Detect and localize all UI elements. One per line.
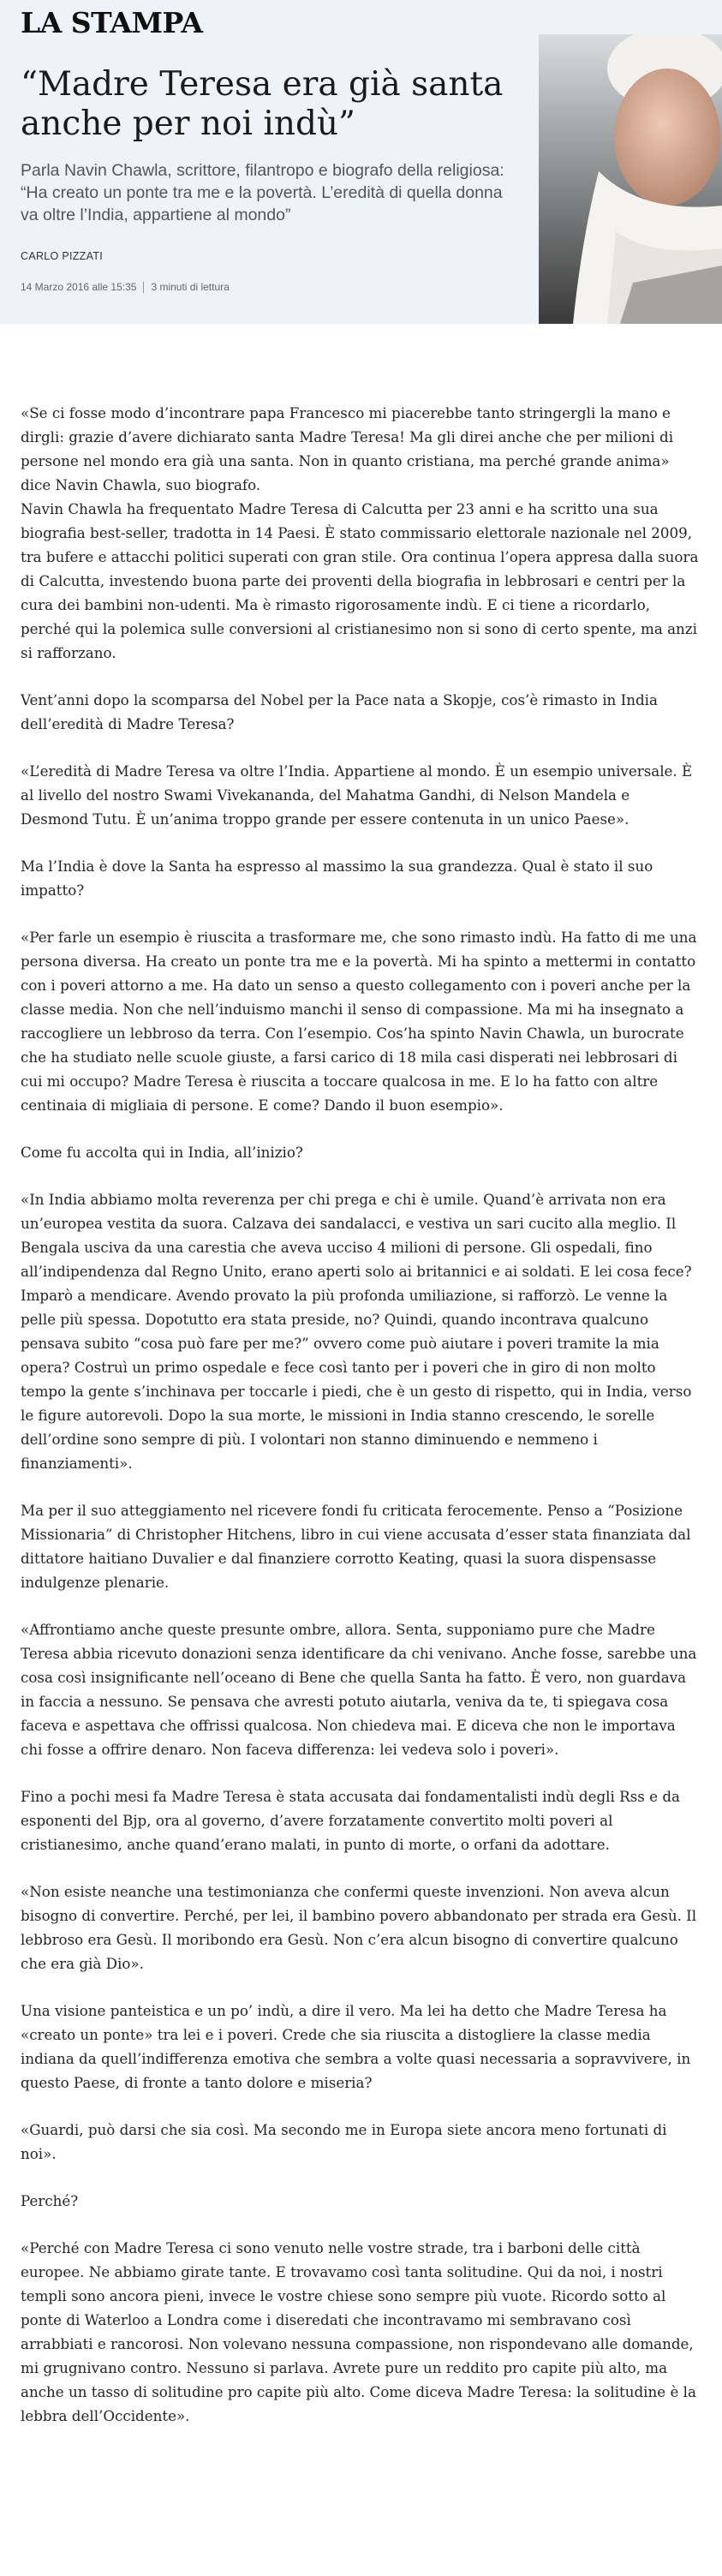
article-paragraph: «Per farle un esempio è riuscita a trasformare me, che sono rimasto indù. Ha fatto di me una persona diversa. Ha creato un ponte tra me e la povertà. Mi ha spinto a mettermi in contatto con i poveri attorno a me. Ha dato un senso a questo collegamento con i poveri anche per la classe media. Non che nell’induismo manchi il senso di compassione. Ma mi ha insegnato a raccogliere un lebbroso da terra. Con l’esempio. Cos’ha spinto Navin Chawla, un burocrate che ha studiato nelle scuole giuste, a farsi carico di 18 mila casi disperati nei lebbrosari di cui mi occupo? Madre Teresa è riuscita a toccare qualcosa in me. E lo ha fatto con altre centinaia di migliaia di persone. E come? Dando il buon esempio». — [21, 929, 697, 1114]
article-question: Fino a pochi mesi fa Madre Teresa è stata accusata dai fondamentalisti indù degli Rss e da esponenti del Bjp, ora al governo, d’avere forzatamente convertito molti poveri al cristianesimo, anche quand’erano malati, in punto di morte, o orfani da adottare. — [21, 1788, 680, 1853]
article-hero — [0, 0, 722, 324]
reading-time: 3 minuti di lettura — [151, 281, 230, 293]
article-body — [21, 401, 701, 2428]
site-logo[interactable]: LA STAMPA — [21, 6, 203, 39]
hero-text — [21, 0, 534, 293]
meta-divider — [143, 282, 144, 293]
article-paragraph: «Guardi, può darsi che sia così. Ma secondo me in Europa siete ancora meno fortunati di noi». — [21, 2121, 667, 2162]
article-question: Una visione panteistica e un po’ indù, a dire il vero. Ma lei ha detto che Madre Teresa ha «creato un ponte» tra lei e i poveri. Crede che sia riuscita a distogliere la classe media indiana da quell’indifferenza emotiva che sembra a volte quasi necessaria a sopravvivere, in questo Paese, di fronte a tanto dolore e miseria? — [21, 2002, 691, 2091]
article-question: Ma l’India è dove la Santa ha espresso al massimo la sua grandezza. Qual è stato il suo impatto? — [21, 858, 653, 899]
hero-portrait-image — [539, 34, 722, 324]
publish-date: 14 Marzo 2016 alle 15:35 — [21, 281, 137, 293]
author-name[interactable]: CARLO PIZZATI — [21, 250, 104, 262]
article-paragraph: «Affrontiamo anche queste presunte ombre, allora. Senta, supponiamo pure che Madre Teresa abbia ricevuto donazioni senza identificare da chi venivano. Anche fosse, sarebbe una cosa così insignificante nell’oceano di Bene che quella Santa ha fatto. È vero, non guardava in faccia a nessuno. Se pensava che avresti potuto aiutarla, veniva da te, ti spiegava cosa faceva e aspettava che offrissi qualcosa. Non chiedeva mai. E diceva che non le importava chi fosse a offrire denaro. Non faceva differenza: lei vedeva solo i poveri». — [21, 1621, 697, 1758]
article-paragraph: Navin Chawla ha frequentato Madre Teresa di Calcutta per 23 anni e ha scritto una sua biografia best-seller, tradotta in 14 Paesi. È stato commissario elettorale nazionale nel 2009, tra bufere e attacchi politici superati con gran stile. Ora continua l’opera appresa dalla suora di Calcutta, investendo buona parte dei proventi della biografia in lebbrosari e centri per la cura dei bambini non-udenti. Ma è rimasto rigorosamente indù. E ci tiene a ricordarlo, perché qui la polemica sulle conversioni al cristianesimo non si sono di certo spente, ma anzi si rafforzano. — [21, 500, 699, 661]
article-question: Perché? — [21, 2192, 79, 2209]
article-subtitle: Parla Navin Chawla, scrittore, filantropo e biografo della religiosa: “Ha creato un ponte tra me e la povertà. L’eredità di quella donna va oltre l’India, appartiene al mondo” — [21, 161, 504, 224]
article-paragraph: «Non esiste neanche una testimonianza che confermi queste invenzioni. Non aveva alcun bisogno di convertire. Perché, per lei, il bambino povero abbandonato per strada era Gesù. Il lebbroso era Gesù. Il moribondo era Gesù. Non c’era alcun bisogno di convertire qualcuno che era già Dio». — [21, 1883, 697, 1972]
article-paragraph: «In India abbiamo molta reverenza per chi prega e chi è umile. Quand’è arrivata non era un’europea vestita da suora. Calzava dei sandalacci, e vestiva un sari cucito alla meglio. Il Bengala usciva da una carestia che aveva ucciso 4 milioni di persone. Gli ospedali, fino all’indipendenza dal Regno Unito, erano aperti solo ai britannici e ai soldati. E lei cosa fece? Imparò a mendicare. Avendo provato la più profonda umiliazione, si rafforzò. Le venne la pelle più spessa. Dopotutto era stata preside, no? Quindi, quando incontrava qualcuno pensava subito “cosa può fare per me?” ovvero come può aiutare i poveri tramite la mia opera? Costruì un primo ospedale e fece così tanto per i poveri che in giro di non molto tempo la gente s’inchinava per toccarle i piedi, che è un gesto di rispetto, qui in India, verso le figure autorevoli. Dopo la sua morte, le missioni in India stanno crescendo, le sorelle dell’ordine sono sempre di più. I volontari non stanno diminuendo e nemmeno i finanziamenti». — [21, 1191, 692, 1472]
portrait-photo-icon — [539, 34, 722, 324]
article-paragraph: «Perché con Madre Teresa ci sono venuto nelle vostre strade, tra i barboni delle città europee. Ne abbiamo girate tante. E trovavamo così tanta solitudine. Qui da noi, i nostri templi sono ancora pieni, invece le vostre chiese sono sempre più vuote. Ricordo sotto al ponte di Waterloo a Londra come i diseredati che incontravamo mi sembravano così arrabbiati e rancorosi. Non volevano nessuna compassione, non rispondevano alle domande, mi grugnivano contro. Nessuno si parlava. Avrete pure un reddito pro capite più alto, ma anche un tasso di solitudine pro capite più alto. Come diceva Madre Teresa: la solitudine è la lebbra dell’Occidente». — [21, 2239, 696, 2424]
article-meta — [21, 281, 534, 293]
article-question: Come fu accolta qui in India, all’inizio? — [21, 1144, 303, 1161]
article-question: Ma per il suo atteggiamento nel ricevere fondi fu criticata ferocemente. Penso a “Posizione Missionaria” di Christopher Hitchens, libro in cui viene accusata d’esser stata finanziata dal dittatore haitiano Duvalier e dal finanziere corrotto Keating, quasi la suora dispensasse indulgenze plenarie. — [21, 1502, 691, 1591]
article-question: Vent’anni dopo la scomparsa del Nobel per la Pace nata a Skopje, cos’è rimasto in India dell’eredità di Madre Teresa? — [21, 691, 658, 732]
article-paragraph: «L’eredità di Madre Teresa va oltre l’India. Appartiene al mondo. È un esempio universale. È al livello del nostro Swami Vivekananda, del Mahatma Gandhi, di Nelson Mandela e Desmond Tutu. È un’anima troppo grande per essere contenuta in un unico Paese». — [21, 762, 693, 828]
article-title: “Madre Teresa era già santa anche per noi indù” — [21, 65, 504, 143]
article-paragraph: «Se ci fosse modo d’incontrare papa Francesco mi piacerebbe tanto stringergli la mano e dirgli: grazie d’avere dichiarato santa Madre Teresa! Ma gli direi anche che per milioni di persone nel mondo era già una santa. Non in quanto cristiana, ma perché grande anima» dice Navin Chawla, suo biografo. — [21, 404, 674, 493]
